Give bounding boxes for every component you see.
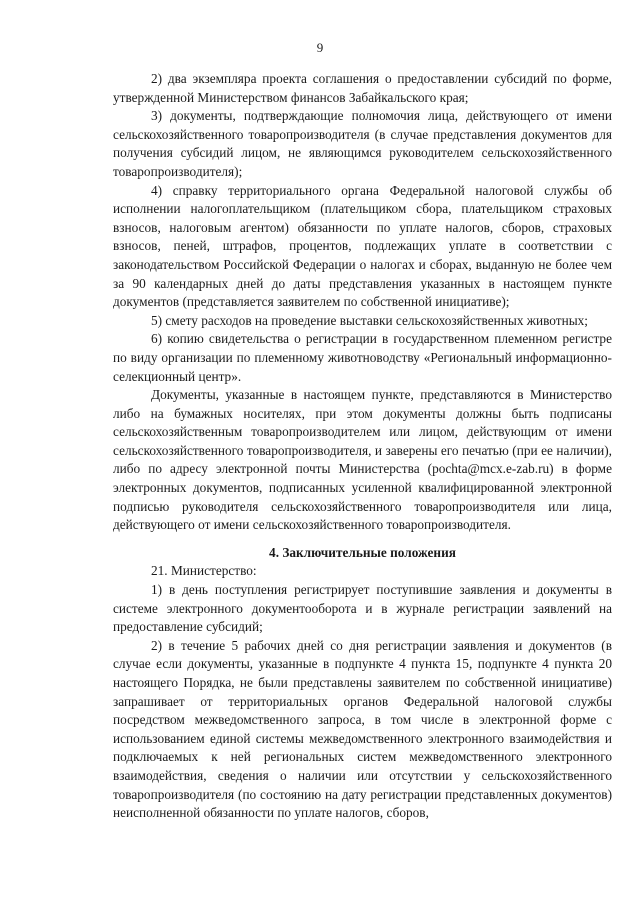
paragraph-item-5: 5) смету расходов на проведение выставки сельскохозяйственных животных; bbox=[151, 312, 588, 328]
paragraph-clause-21-item-2: 2) в течение 5 рабочих дней со дня регистрации заявления и документов (в случае если документы, указанные в подпункте 4 пункта 15, подпункте 4 пункта 20 настоящего Порядка, не были представлены заявителем по собственной инициативе) запрашивает от территориальных органов Федеральной налоговой службы посредством межведомственного запроса, в том числе в электронной форме с использованием единой системы межведомственного электронного взаимодействия и подключаемых к ней региональных систем межведомственного электронного взаимодействия, сведения о наличии или отсутствии у сельскохозяйственного товаропроизводителя (по состоянию на дату регистрации представленных документов) неисполненной обязанности по уплате налогов, сборов, bbox=[113, 637, 612, 821]
paragraph-submission-note: Документы, указанные в настоящем пункте, представляются в Министерство либо на бумажных носителях, при этом документы должны быть подписаны сельскохозяйственным товаропроизводителем или лицом, действующим от имени сельскохозяйственного товаропроизводителя, и заверены его печатью (при ее наличии), либо по адресу электронной почты Министерства (pochta@mcx.e-zab.ru) в форме электронных документов, подписанных усиленной квалифицированной электронной подписью руководителя сельскохозяйственного товаропроизводителя или лица, действующего от имени сельскохозяйственного товаропроизводителя. bbox=[113, 387, 612, 533]
paragraph-clause-21-item-1: 1) в день поступления регистрирует поступившие заявления и документы в системе электронного документооборота и в журнале регистрации заявлений на предоставление субсидий; bbox=[113, 582, 612, 635]
paragraph-item-2: 2) два экземпляра проекта соглашения о предоставлении субсидий по форме, утвержденной Министерством финансов Забайкальского края; bbox=[113, 71, 612, 105]
paragraph-item-6: 6) копию свидетельства о регистрации в государственном племенном регистре по виду организации по племенному животноводству «Региональный информационно-селекционный центр». bbox=[113, 331, 612, 384]
paragraph-clause-21: 21. Министерство: bbox=[151, 563, 257, 579]
document-body bbox=[113, 70, 612, 823]
section-heading: 4. Заключительные положения bbox=[269, 544, 456, 560]
page-number: 9 bbox=[316, 40, 324, 55]
paragraph-item-3: 3) документы, подтверждающие полномочия лица, действующего от имени сельскохозяйственного товаропроизводителя (в случае представления документов для получения субсидий лицом, не являющимся руководителем сельскохозяйственного товаропроизводителя); bbox=[113, 108, 612, 179]
paragraph-item-4: 4) справку территориального органа Федеральной налоговой службы об исполнении налогоплательщиком (плательщиком сбора, плательщиком страховых взносов, налоговым агентом) обязанности по уплате налогов, сборов, страховых взносов, пеней, штрафов, процентов, подлежащих уплате в соответствии с законодательством Российской Федерации о налогах и сборах, выданную не более чем за 90 календарных дней до даты представления указанных в настоящем пункте документов (представляется заявителем по собственной инициативе); bbox=[113, 182, 612, 310]
